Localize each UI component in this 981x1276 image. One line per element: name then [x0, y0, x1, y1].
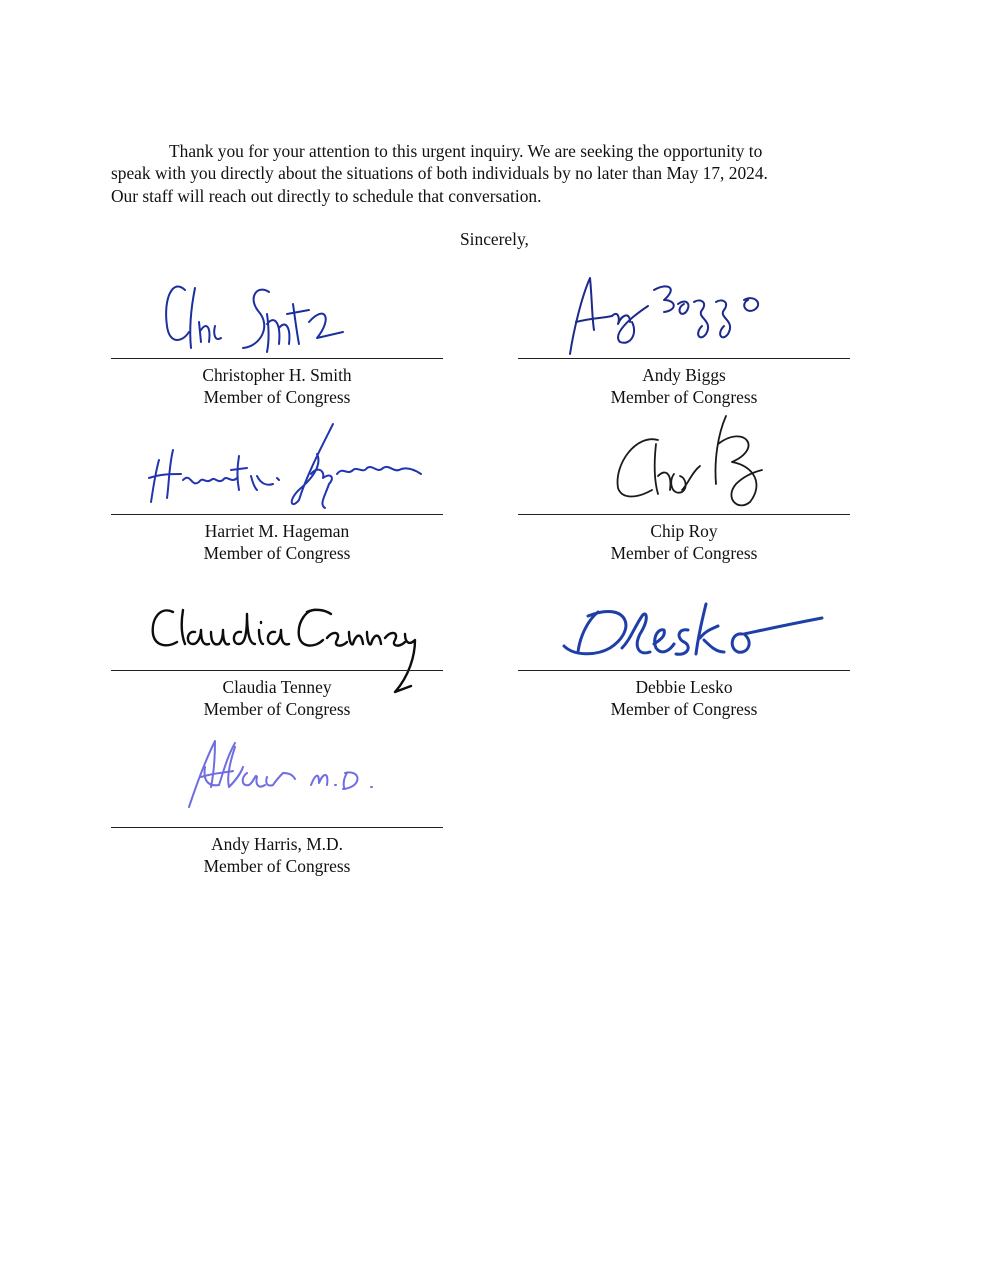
- paragraph-line: speak with you directly about the situations of both individuals by no later than May 17, 2024.: [111, 163, 768, 184]
- signature-line: [518, 358, 850, 359]
- closing-paragraph: [111, 140, 846, 207]
- signatory-name: Harriet M. Hageman: [204, 521, 350, 541]
- signature-line: [111, 827, 443, 828]
- signature-image: [111, 717, 443, 827]
- paragraph-line: Our staff will reach out directly to schedule that conversation.: [111, 185, 542, 206]
- signature-image: [518, 404, 850, 514]
- signature-line: [111, 514, 443, 515]
- signature-image: [111, 404, 443, 514]
- paragraph-line: Thank you for your attention to this urgent inquiry. We are seeking the opportunity to: [169, 141, 763, 161]
- signatory-name: Chip Roy: [650, 521, 718, 541]
- signature-image: [518, 560, 850, 670]
- signatory-name: Andy Biggs: [642, 365, 726, 385]
- signature-image: [518, 248, 850, 358]
- signatory-title: Member of Congress: [610, 699, 758, 719]
- signatory-title: Member of Congress: [203, 387, 351, 407]
- signatory-title: Member of Congress: [203, 856, 351, 876]
- signatory-title: Member of Congress: [610, 543, 758, 563]
- signatory-title: Member of Congress: [203, 699, 351, 719]
- signatory-name: Claudia Tenney: [222, 677, 332, 697]
- signature-image: [111, 560, 443, 670]
- signatory-name: Debbie Lesko: [635, 677, 733, 697]
- signatory-title: Member of Congress: [610, 387, 758, 407]
- signatory-name: Andy Harris, M.D.: [211, 834, 343, 854]
- signature-image: [111, 248, 443, 358]
- signature-line: [111, 670, 443, 671]
- signatory-title: Member of Congress: [203, 543, 351, 563]
- signatory-name: Christopher H. Smith: [202, 365, 352, 385]
- closing-salutation: Sincerely,: [460, 229, 529, 249]
- signature-line: [518, 670, 850, 671]
- signature-line: [111, 358, 443, 359]
- signature-line: [518, 514, 850, 515]
